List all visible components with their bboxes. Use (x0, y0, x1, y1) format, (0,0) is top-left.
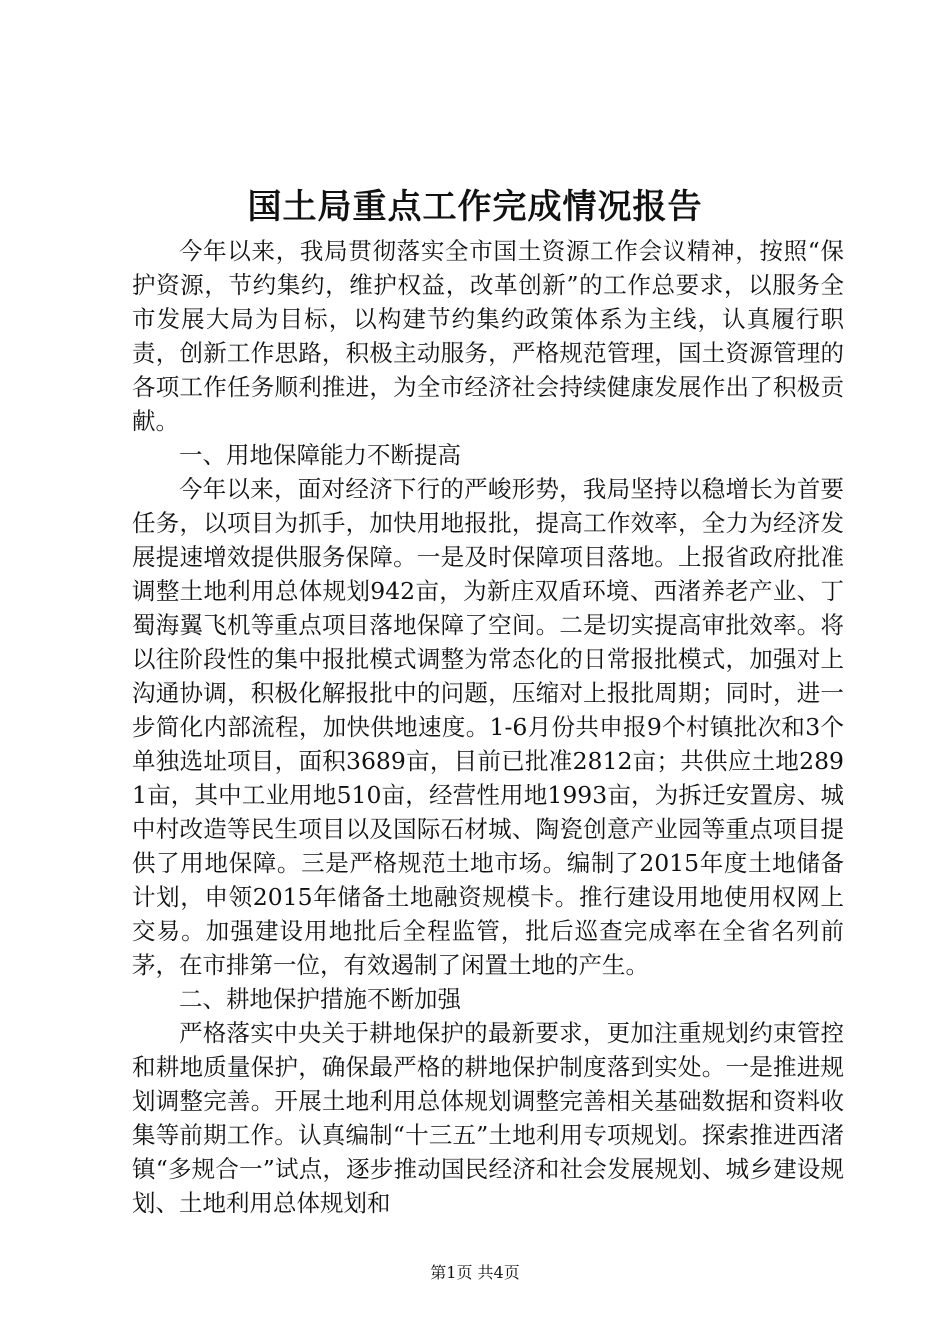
document-title: 国土局重点工作完成情况报告 (247, 187, 703, 227)
section-1-paragraph: 今年以来，面对经济下行的严峻形势，我局坚持以稳增长为首要任务，以项目为抓手，加快用地报批，提高工作效率，全力为经济发展提速增效提供服务保障。一是及时保障项目落地。上报省政府批准调整土地利用总体规划942亩，为新庄双盾环境、西渚养老产业、丁蜀海翼飞机等重点项目落地保障了空间。二是切实提高审批效率。将以往阶段性的集中报批模式调整为常态化的日常报批模式，加强对上沟通协调，积极化解报批中的问题，压缩对上报批周期；同时，进一步简化内部流程，加快供地速度。1-6月份共申报9个村镇批次和3个单独选址项目，面积3689亩，目前已批准2812亩；共供应土地2891亩，其中工业用地510亩，经营性用地1993亩，为拆迁安置房、城中村改造等民生项目以及国际石材城、陶瓷创意产业园等重点项目提供了用地保障。三是严格规范土地市场。编制了2015年度土地储备计划，申领2015年储备土地融资规模卡。推行建设用地使用权网上交易。加强建设用地批后全程监管，批后巡查完成率在全省名列前茅，在市排第一位，有效遏制了闲置土地的产生。 (132, 475, 844, 979)
section-heading-1: 一、用地保障能力不断提高 (179, 441, 461, 469)
section-2-paragraph: 严格落实中央关于耕地保护的最新要求，更加注重规划约束管控和耕地质量保护，确保最严格的耕地保护制度落到实处。一是推进规划调整完善。开展土地利用总体规划调整完善相关基础数据和资料收集等前期工作。认真编制“十三五”土地利用专项规划。探索推进西渚镇“多规合一”试点，逐步推动国民经济和社会发展规划、城乡建设规划、土地利用总体规划和 (132, 1019, 844, 1217)
intro-paragraph: 今年以来，我局贯彻落实全市国土资源工作会议精神，按照“保护资源，节约集约，维护权益，改革创新”的工作总要求，以服务全市发展大局为目标，以构建节约集约政策体系为主线，认真履行职责，创新工作思路，积极主动服务，严格规范管理，国土资源管理的各项工作任务顺利推进，为全市经济社会持续健康发展作出了积极贡献。 (132, 237, 844, 435)
section-heading-2: 二、耕地保护措施不断加强 (179, 985, 461, 1013)
page-footer: 第1页 共4页 (430, 1263, 520, 1282)
document-body (132, 234, 844, 1220)
